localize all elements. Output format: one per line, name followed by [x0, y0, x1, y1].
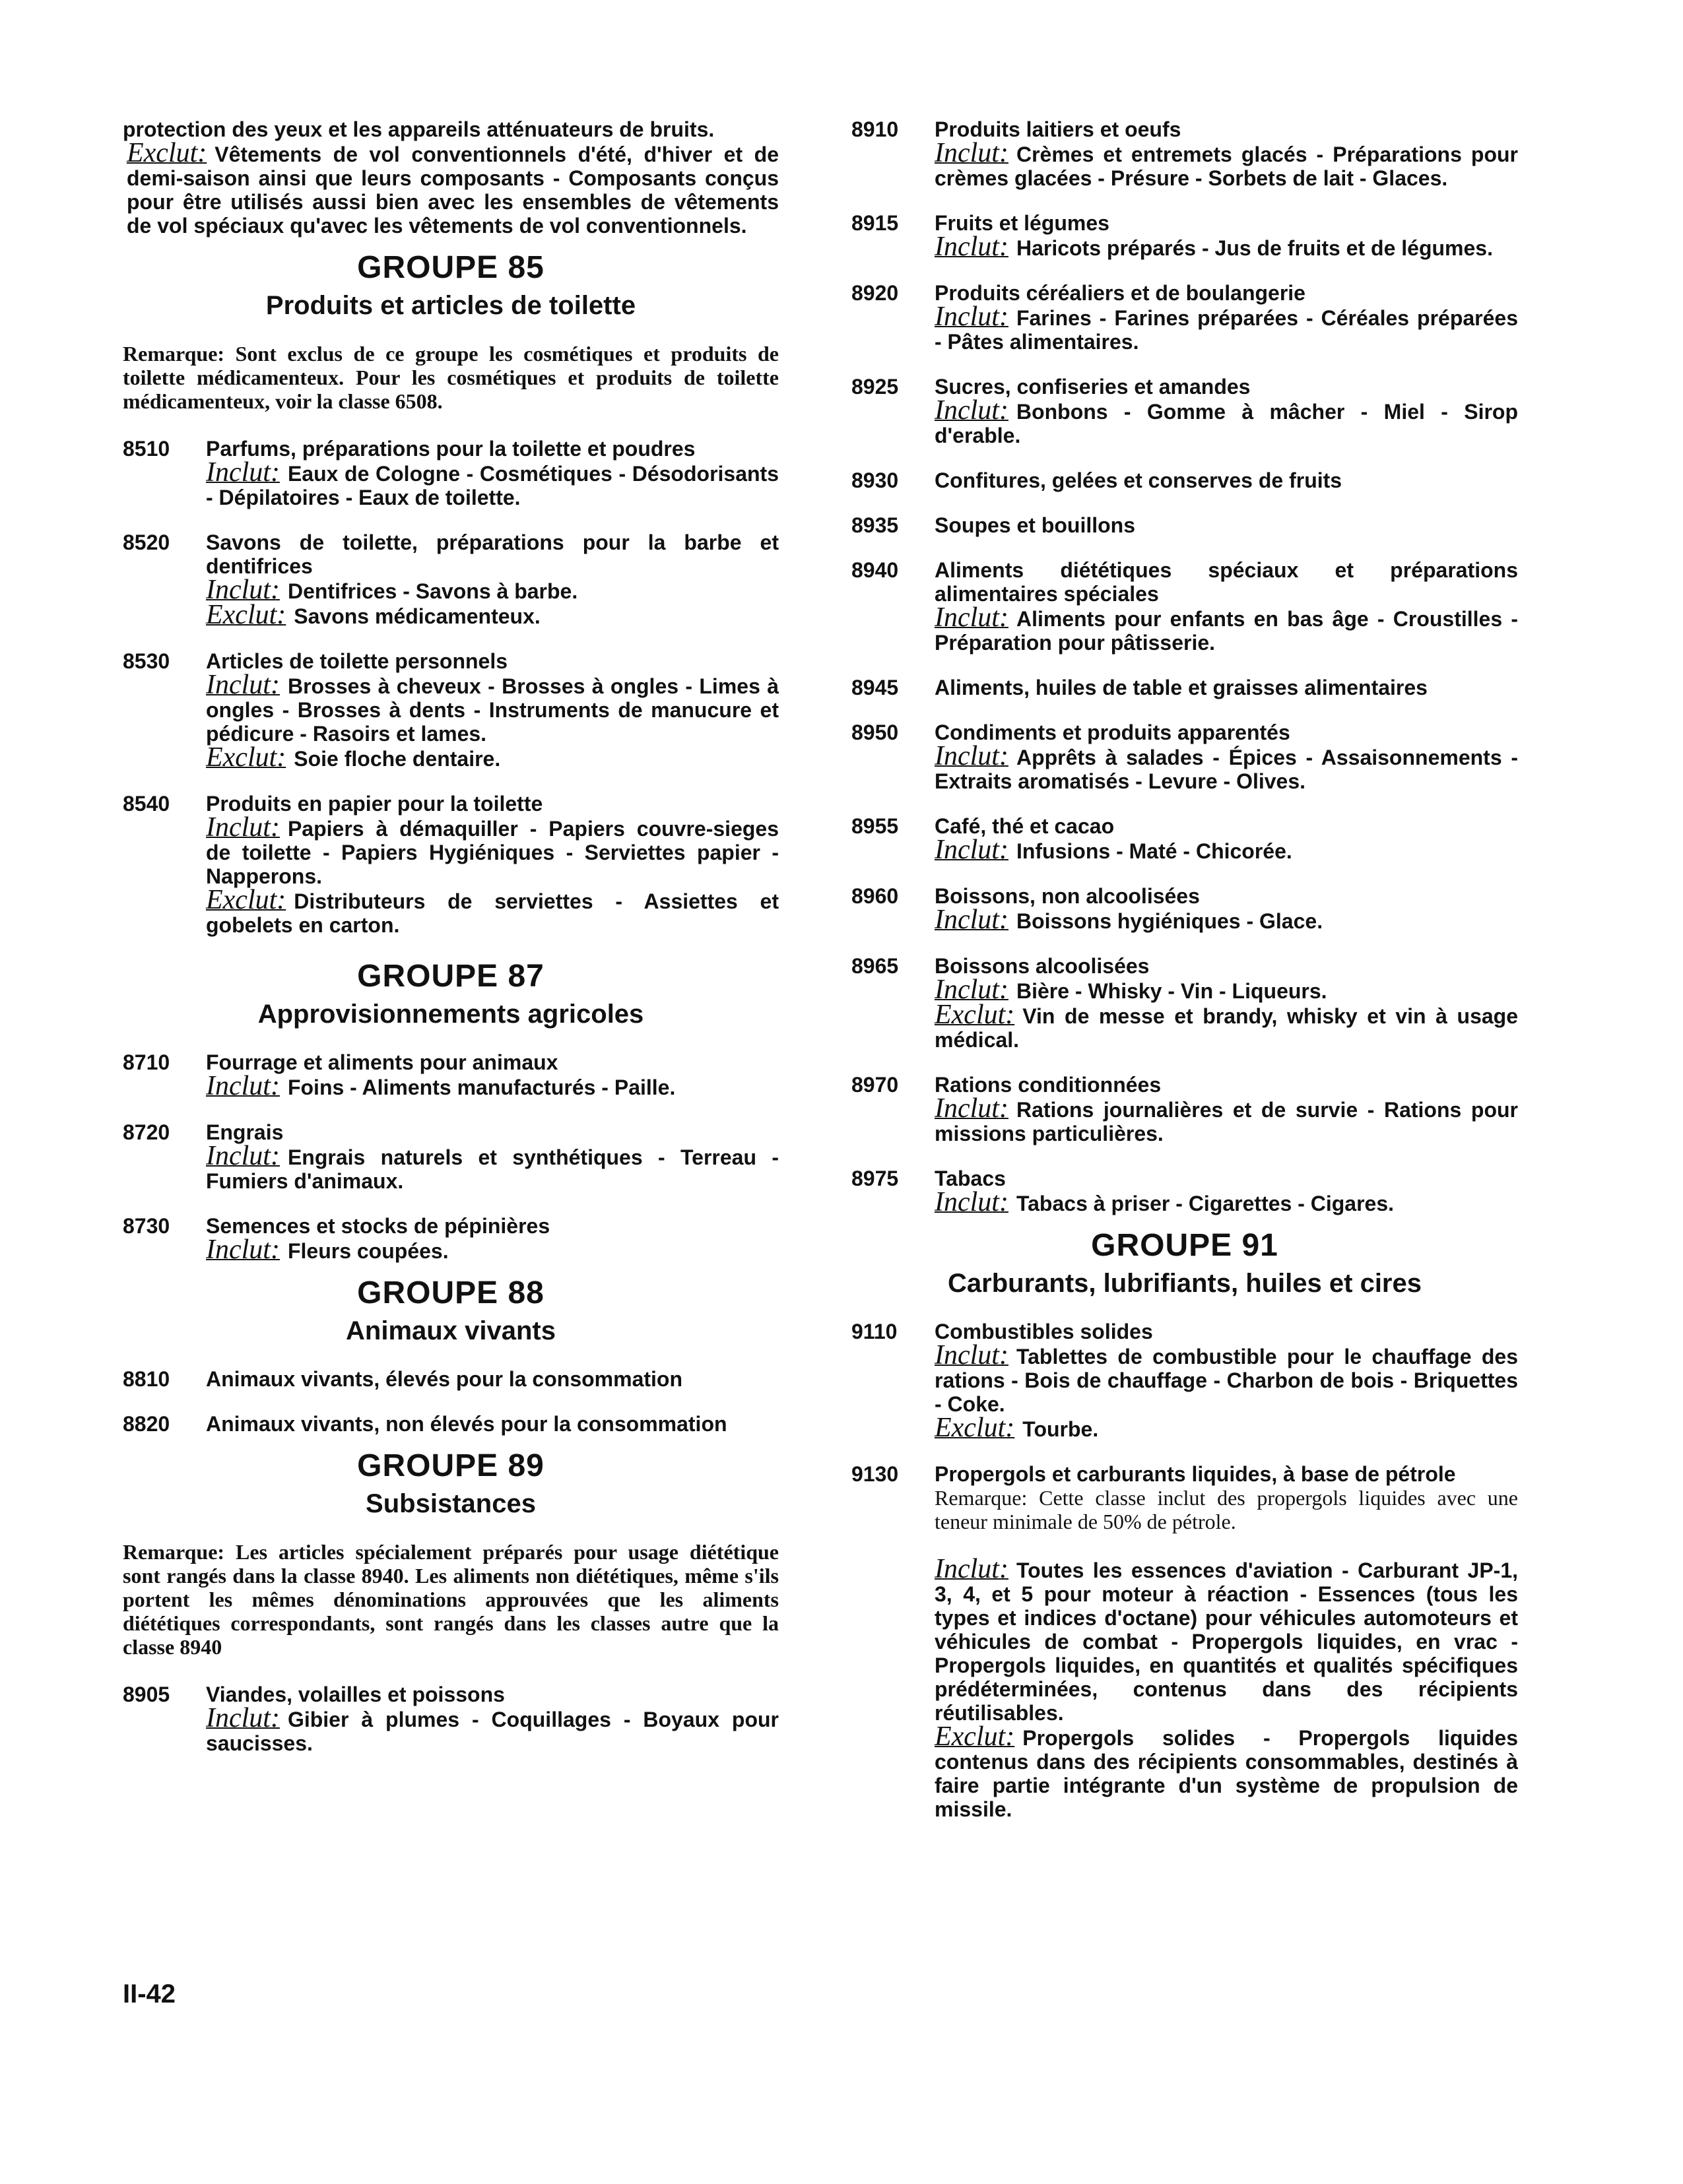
left-column [123, 117, 779, 1776]
entry-title: Sucres, confiseries et amandes [935, 375, 1251, 399]
entry-title: Soupes et bouillons [935, 513, 1136, 537]
entry-code: 8965 [851, 954, 899, 978]
entry-8730 [123, 1214, 779, 1263]
inclut-text: Apprêts à salades - Épices - Assaisonnements - Extraits aromatisés - Levure - Olives. [935, 746, 1518, 793]
exclut-label: Exclut: [127, 138, 207, 168]
entry-8820 [123, 1412, 779, 1436]
entry-code: 8920 [851, 281, 899, 305]
entry-8810 [123, 1367, 779, 1391]
entry-code: 8510 [123, 437, 170, 461]
inclut-label: Inclut: [206, 812, 280, 843]
entry-code: 8930 [851, 468, 899, 492]
inclut-text: Eaux de Cologne - Cosmétiques - Désodorisants - Dépilatoires - Eaux de toilette. [206, 462, 779, 509]
exclut-text: Soie floche dentaire. [294, 747, 501, 771]
inclut-text: Toutes les essences d'aviation - Carburant JP-1, 3, 4, et 5 pour moteur à réaction - Essences (tous les types et indices d'octane) pour véhicules automoteurs et véhicules de combat - Propergols liquides, en vrac - Propergols liquides, en quantités et qualités spécifiques prédéterminées, contenus dans des récipients réutilisables. [935, 1558, 1518, 1725]
inclut-label: Inclut: [935, 1093, 1008, 1124]
exclut-label: Exclut: [206, 885, 286, 915]
entry-code: 8810 [123, 1367, 170, 1391]
entry-code: 8520 [123, 530, 170, 554]
entry-code: 8935 [851, 513, 899, 537]
entry-title: Propergols et carburants liquides, à base de pétrole [935, 1462, 1456, 1486]
entry-code: 8940 [851, 558, 899, 582]
group-85-remark: Remarque: Sont exclus de ce groupe les cosmétiques et produits de toilette médicamenteux. Pour les cosmétiques et produits de toilette médicamenteux, voir la classe 6508. [123, 342, 779, 413]
entry-8905 [123, 1683, 779, 1755]
inclut-label: Inclut: [206, 457, 280, 488]
group-91-title: GROUPE 91 [1091, 1228, 1278, 1263]
entry-8920 [851, 281, 1518, 354]
entry-title: Aliments, huiles de table et graisses alimentaires [935, 676, 1428, 699]
entry-title: Fourrage et aliments pour animaux [206, 1050, 558, 1074]
entry-8970 [851, 1073, 1518, 1145]
entry-code: 8925 [851, 375, 899, 399]
entry-title: Savons de toilette, préparations pour la barbe et dentifrices [206, 530, 779, 578]
entry-title: Articles de toilette personnels [206, 649, 508, 673]
entry-title: Café, thé et cacao [935, 814, 1115, 838]
entry-code: 8950 [851, 721, 899, 744]
group-88-title: GROUPE 88 [357, 1275, 544, 1310]
inclut-label: Inclut: [206, 1141, 280, 1171]
inclut-label: Inclut: [935, 302, 1008, 332]
inclut-label: Inclut: [935, 395, 1008, 426]
entry-code: 8915 [851, 211, 899, 235]
exclut-text: Tourbe. [1022, 1417, 1099, 1441]
entry-title: Confitures, gelées et conserves de fruits [935, 468, 1342, 492]
entry-title: Animaux vivants, non élevés pour la consommation [206, 1412, 727, 1436]
entry-title: Boissons, non alcoolisées [935, 884, 1200, 908]
inclut-label: Inclut: [935, 835, 1008, 865]
entry-code: 8720 [123, 1120, 170, 1144]
exclut-label: Exclut: [935, 1413, 1015, 1443]
inclut-label: Inclut: [935, 741, 1008, 771]
inclut-label: Inclut: [935, 1554, 1008, 1584]
exclut-label: Exclut: [206, 742, 286, 773]
inclut-text: Bonbons - Gomme à mâcher - Miel - Sirop d'erable. [935, 400, 1518, 447]
exclut-text: Propergols solides - Propergols liquides contenus dans des récipients consommables, destinés à faire partie intégrante d'un système de propulsion de missile. [935, 1726, 1518, 1821]
group-85-subtitle: Produits et articles de toilette [265, 291, 636, 320]
entry-9130 [851, 1462, 1518, 1821]
entry-8910 [851, 117, 1518, 190]
entry-remark: Remarque: Cette classe inclut des propergols liquides avec une teneur minimale de 50% de pétrole. [935, 1486, 1518, 1533]
inclut-text: Fleurs coupées. [287, 1239, 449, 1263]
inclut-label: Inclut: [935, 975, 1008, 1005]
inclut-text: Dentifrices - Savons à barbe. [287, 579, 578, 603]
entry-code: 8530 [123, 649, 170, 673]
inclut-text: Tablettes de combustible pour le chauffage des rations - Bois de chauffage - Charbon de bois - Briquettes - Coke. [935, 1345, 1518, 1416]
intro-exclut-text: Vêtements de vol conventionnels d'été, d'hiver et de demi-saison ainsi que leurs composants - Composants conçus pour être utilisés aussi bien avec les ensembles de vêtements de vol spéciaux qu'avec les vêtements de vol conventionnels. [127, 143, 779, 238]
inclut-label: Inclut: [206, 670, 280, 700]
inclut-label: Inclut: [935, 232, 1008, 262]
exclut-label: Exclut: [935, 1721, 1015, 1752]
group-87-subtitle: Approvisionnements agricoles [257, 1000, 644, 1029]
entry-8530 [123, 649, 779, 771]
entry-8955 [851, 814, 1518, 863]
entry-8520 [123, 530, 779, 628]
exclut-text: Distributeurs de serviettes - Assiettes et gobelets en carton. [206, 889, 779, 937]
inclut-label: Inclut: [935, 138, 1008, 168]
inclut-text: Gibier à plumes - Coquillages - Boyaux pour saucisses. [206, 1708, 779, 1755]
inclut-text: Boissons hygiéniques - Glace. [1016, 909, 1323, 933]
exclut-label: Exclut: [206, 600, 286, 630]
entry-title: Viandes, volailles et poissons [206, 1683, 505, 1706]
exclut-label: Exclut: [935, 1000, 1015, 1030]
entry-title: Boissons alcoolisées [935, 954, 1150, 978]
entry-8925 [851, 375, 1518, 447]
entry-code: 8955 [851, 814, 899, 838]
entry-code: 8905 [123, 1683, 170, 1706]
entry-8930 [851, 468, 1518, 492]
entry-title: Produits laitiers et oeufs [935, 117, 1181, 141]
exclut-text: Savons médicamenteux. [294, 604, 541, 628]
inclut-text: Bière - Whisky - Vin - Liqueurs. [1016, 979, 1327, 1003]
group-87-title: GROUPE 87 [357, 959, 544, 994]
exclut-text: Vin de messe et brandy, whisky et vin à usage médical. [935, 1004, 1518, 1052]
entry-code: 8820 [123, 1412, 170, 1436]
inclut-text: Foins - Aliments manufacturés - Paille. [287, 1076, 676, 1099]
entry-8940 [851, 558, 1518, 655]
inclut-label: Inclut: [935, 602, 1008, 633]
entry-8935 [851, 513, 1518, 537]
inclut-label: Inclut: [206, 1235, 280, 1265]
entry-code: 8910 [851, 117, 899, 141]
page-number: II-42 [123, 1979, 176, 2008]
group-88-subtitle: Animaux vivants [346, 1316, 556, 1345]
intro-text: protection des yeux et les appareils atténuateurs de bruits. [123, 117, 715, 141]
entry-code: 8970 [851, 1073, 899, 1097]
entry-code: 8710 [123, 1050, 170, 1074]
entry-title: Tabacs [935, 1167, 1006, 1190]
inclut-text: Engrais naturels et synthétiques - Terreau - Fumiers d'animaux. [206, 1145, 779, 1193]
entry-title: Produits en papier pour la toilette [206, 792, 543, 816]
entry-8960 [851, 884, 1518, 933]
inclut-text: Infusions - Maté - Chicorée. [1016, 839, 1292, 863]
group-91-subtitle: Carburants, lubrifiants, huiles et cires [948, 1269, 1422, 1298]
entry-8950 [851, 721, 1518, 793]
entry-title: Condiments et produits apparentés [935, 721, 1290, 744]
inclut-text: Tabacs à priser - Cigarettes - Cigares. [1016, 1192, 1395, 1215]
entry-code: 8975 [851, 1167, 899, 1190]
inclut-text: Haricots préparés - Jus de fruits et de légumes. [1016, 236, 1493, 260]
group-89-title: GROUPE 89 [357, 1448, 544, 1483]
entry-title: Combustibles solides [935, 1320, 1153, 1343]
entry-code: 8945 [851, 676, 899, 699]
entry-title: Produits céréaliers et de boulangerie [935, 281, 1305, 305]
entry-8720 [123, 1120, 779, 1193]
group-89-remark: Remarque: Les articles spécialement préparés pour usage diététique sont rangés dans la classe 8940. Les aliments non diététiques, même s'ils portent les mêmes dénominations approuvées que les aliments diététiques correspondants, sont rangés dans les classes autre que la classe 8940 [123, 1540, 779, 1659]
inclut-text: Crèmes et entremets glacés - Préparations pour crèmes glacées - Présure - Sorbets de lait - Glaces. [935, 143, 1518, 190]
inclut-text: Farines - Farines préparées - Céréales préparées - Pâtes alimentaires. [935, 306, 1518, 354]
group-89-subtitle: Subsistances [366, 1489, 536, 1518]
entry-code: 8730 [123, 1214, 170, 1238]
entry-8965 [851, 954, 1518, 1052]
inclut-text: Brosses à cheveux - Brosses à ongles - Limes à ongles - Brosses à dents - Instruments de manucure et pédicure - Rasoirs et lames. [206, 674, 779, 746]
entry-title: Rations conditionnées [935, 1073, 1162, 1097]
entry-8540 [123, 792, 779, 937]
entry-9110 [851, 1320, 1518, 1441]
inclut-label: Inclut: [935, 905, 1008, 935]
entry-title: Aliments diététiques spéciaux et préparations alimentaires spéciales [935, 558, 1518, 606]
entry-title: Semences et stocks de pépinières [206, 1214, 550, 1238]
entry-8510 [123, 437, 779, 509]
entry-code: 8960 [851, 884, 899, 908]
entry-8945 [851, 676, 1518, 699]
right-column [851, 117, 1518, 1842]
group-85-title: GROUPE 85 [357, 250, 544, 285]
entry-code: 9110 [851, 1320, 898, 1343]
entry-title: Animaux vivants, élevés pour la consommation [206, 1367, 682, 1391]
entry-code: 8540 [123, 792, 170, 816]
entry-title: Fruits et légumes [935, 211, 1109, 235]
entry-8975 [851, 1167, 1518, 1215]
entry-code: 9130 [851, 1462, 899, 1486]
entry-8915 [851, 211, 1518, 260]
inclut-label: Inclut: [206, 1703, 280, 1733]
inclut-label: Inclut: [935, 1187, 1008, 1217]
inclut-text: Rations journalières et de survie - Rations pour missions particulières. [935, 1098, 1518, 1145]
entry-title: Parfums, préparations pour la toilette et poudres [206, 437, 696, 461]
entry-title: Engrais [206, 1120, 284, 1144]
intro-exclut [127, 138, 779, 238]
inclut-label: Inclut: [935, 1340, 1008, 1370]
inclut-label: Inclut: [206, 1071, 280, 1101]
inclut-text: Papiers à démaquiller - Papiers couvre-sieges de toilette - Papiers Hygiéniques - Serviettes papier - Napperons. [206, 817, 779, 888]
entry-8710 [123, 1050, 779, 1099]
inclut-label: Inclut: [206, 575, 280, 605]
inclut-text: Aliments pour enfants en bas âge - Croustilles - Préparation pour pâtisserie. [935, 607, 1518, 655]
